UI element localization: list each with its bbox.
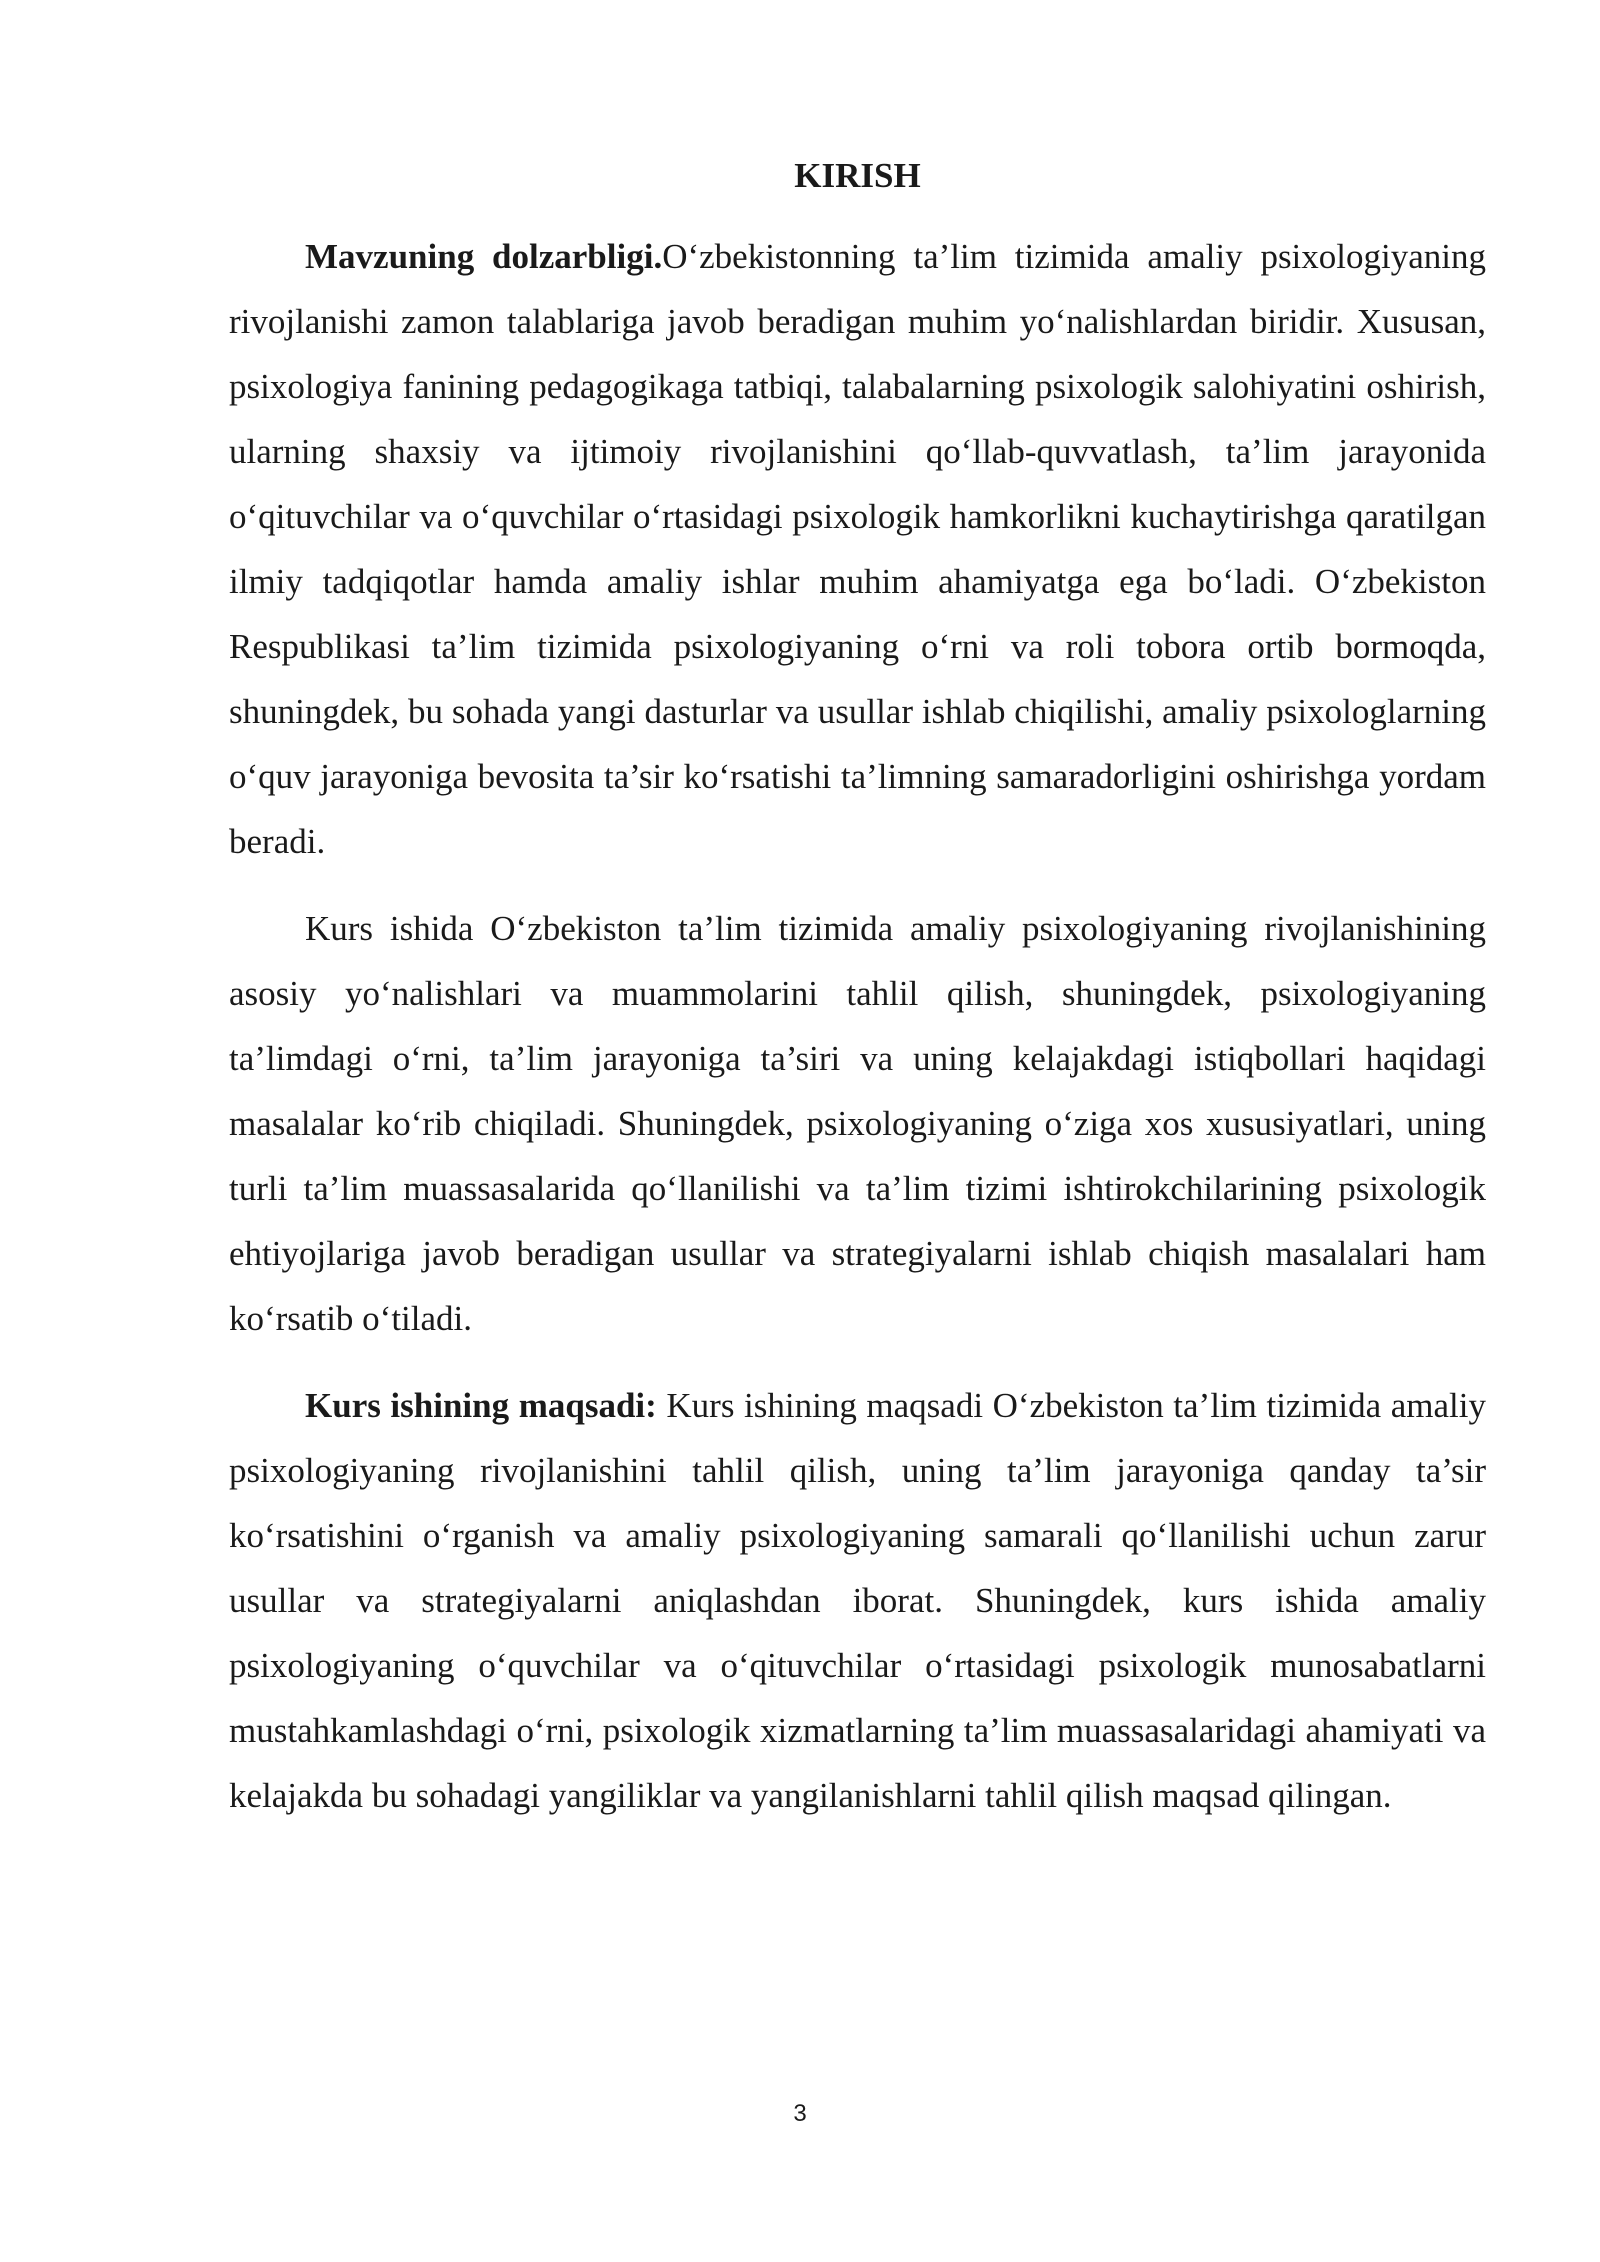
paragraph-lead: Mavzuning dolzarbligi. xyxy=(305,237,663,276)
paragraph-relevance xyxy=(229,224,1486,874)
page-number: 3 xyxy=(793,2100,807,2127)
paragraph-course-goal xyxy=(229,1373,1486,1828)
paragraph-lead: Kurs ishining maqsadi: xyxy=(305,1386,657,1425)
page-body xyxy=(229,148,1486,1850)
paragraph-text: Kurs ishida O‘zbekiston ta’lim tizimida amaliy psixologiyaning rivojlanishining asosiy yo‘nalishlari va muammolarini tahlil qilish, shuningdek, psixologiyaning ta’limdagi o‘rni, ta’lim jarayoniga ta’siri va uning kelajakdagi istiqbollari haqidagi masalalar ko‘rib chiqiladi. Shuningdek, psixologiyaning o‘ziga xos xususiyatlari, uning turli ta’lim muassasalarida qo‘llanilishi va ta’lim tizimi ishtirokchilarining psixologik ehtiyojlariga javob beradigan usullar va strategiyalarni ishlab chiqish masalalari ham ko‘rsatib o‘tiladi. xyxy=(229,909,1486,1338)
paragraph-text: O‘zbekistonning ta’lim tizimida amaliy psixologiyaning rivojlanishi zamon talablariga javob beradigan muhim yo‘nalishlardan biridir. Xususan, psixologiya fanining pedagogikaga tatbiqi, talabalarning psixologik salohiyatini oshirish, ularning shaxsiy va ijtimoiy rivojlanishini qo‘llab-quvvatlash, ta’lim jarayonida o‘qituvchilar va o‘quvchilar o‘rtasidagi psixologik hamkorlikni kuchaytirishga qaratilgan ilmiy tadqiqotlar hamda amaliy ishlar muhim ahamiyatga ega bo‘ladi. O‘zbekiston Respublikasi ta’lim tizimida psixologiyaning o‘rni va roli tobora ortib bormoqda, shuningdek, bu sohada yangi dasturlar va usullar ishlab chiqilishi, amaliy psixologlarning o‘quv jarayoniga bevosita ta’sir ko‘rsatishi ta’limning samaradorligini oshirishga yordam beradi. xyxy=(229,237,1486,861)
section-heading: KIRISH xyxy=(794,156,921,195)
paragraph-course-scope xyxy=(229,896,1486,1351)
paragraph-text: Kurs ishining maqsadi O‘zbekiston ta’lim tizimida amaliy psixologiyaning rivojlanishini tahlil qilish, uning ta’lim jarayoniga qanday ta’sir ko‘rsatishini o‘rganish va amaliy psixologiyaning samarali qo‘llanilishi uchun zarur usullar va strategiyalarni aniqlashdan iborat. Shuningdek, kurs ishida amaliy psixologiyaning o‘quvchilar va o‘qituvchilar o‘rtasidagi psixologik munosabatlarni mustahkamlashdagi o‘rni, psixologik xizmatlarning ta’lim muassasalaridagi ahamiyati va kelajakda bu sohadagi yangiliklar va yangilanishlarni tahlil qilish maqsad qilingan. xyxy=(229,1386,1486,1815)
